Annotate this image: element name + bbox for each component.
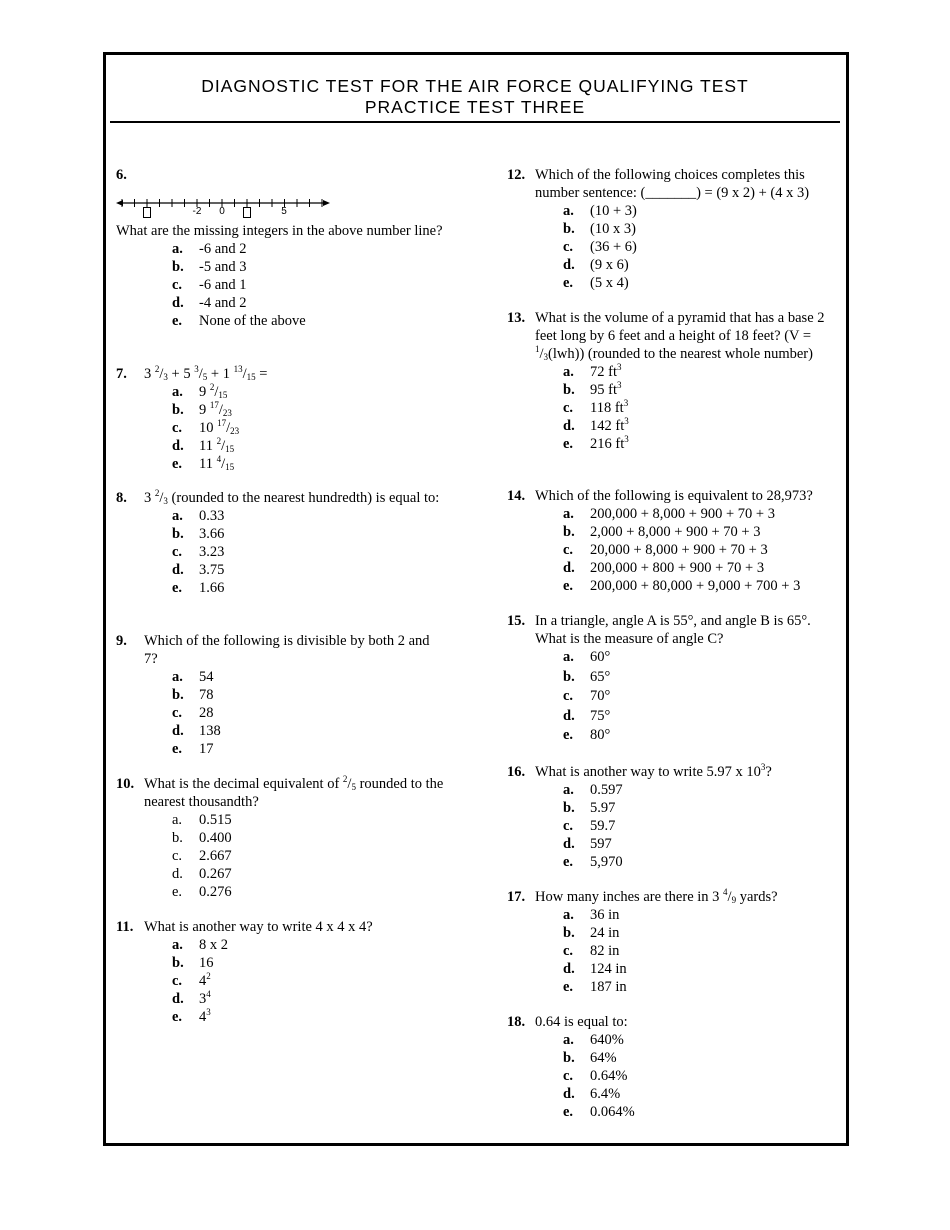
question-11 bbox=[116, 918, 446, 1026]
option-d[interactable]: d. 3.75 bbox=[172, 562, 225, 578]
question-8 bbox=[116, 489, 456, 597]
question-number: 6. bbox=[116, 167, 127, 183]
question-text: 8. 3 $^2/_3$ (rounded to the nearest hundredth) is equal to: bbox=[116, 488, 440, 506]
option-c[interactable]: c. 70° bbox=[563, 688, 611, 704]
option-c[interactable]: c. 59.7 bbox=[563, 818, 616, 834]
option-a[interactable]: a. 60° bbox=[563, 649, 611, 665]
option-c[interactable]: c. 3.23 bbox=[172, 544, 225, 560]
options-list bbox=[563, 648, 841, 746]
option-c[interactable]: c. (36 + 6) bbox=[563, 239, 637, 255]
number-line-label: -2 bbox=[192, 206, 202, 217]
option-a[interactable]: a. 8 x 2 bbox=[172, 937, 228, 953]
option-d[interactable]: d. 11 $^2/_{15}$ bbox=[172, 436, 235, 454]
question-10 bbox=[116, 775, 456, 901]
option-d[interactable]: d. -4 and 2 bbox=[172, 295, 247, 311]
option-e[interactable]: e. 0.064% bbox=[563, 1104, 635, 1120]
option-d[interactable]: d. 142 $ft^3$ bbox=[563, 416, 629, 434]
question-6-body bbox=[116, 222, 446, 330]
option-e[interactable]: e. 17 bbox=[172, 741, 214, 757]
option-a[interactable]: a. 0.597 bbox=[563, 782, 623, 798]
question-text: 16. What is another way to write 5.97 x $10^3$? bbox=[507, 762, 772, 780]
option-e[interactable]: e. (5 x 4) bbox=[563, 275, 629, 291]
option-e[interactable]: e. 187 in bbox=[563, 979, 627, 995]
option-d[interactable]: d. 0.267 bbox=[172, 866, 232, 882]
question-9 bbox=[116, 632, 446, 758]
option-e[interactable]: e. 216 $ft^3$ bbox=[563, 434, 629, 452]
option-c[interactable]: c. 28 bbox=[172, 705, 214, 721]
option-e[interactable]: e. 11 $^4/_{15}$ bbox=[172, 454, 235, 472]
question-18 bbox=[507, 1013, 841, 1121]
option-e[interactable]: e. 80° bbox=[563, 727, 611, 743]
question-text: 11. What is another way to write 4 x 4 x 4? bbox=[116, 919, 373, 935]
option-a[interactable]: a. -6 and 2 bbox=[172, 241, 247, 257]
question-7 bbox=[116, 365, 446, 473]
number-line-figure bbox=[116, 194, 331, 220]
options-list bbox=[563, 1031, 841, 1121]
options-list bbox=[563, 906, 841, 996]
option-d[interactable]: d. 75° bbox=[563, 707, 611, 724]
options-list bbox=[563, 505, 841, 595]
options-list bbox=[172, 240, 446, 330]
option-b[interactable]: b. 3.66 bbox=[172, 526, 225, 542]
missing-integer-box bbox=[143, 207, 151, 218]
options-list bbox=[172, 936, 446, 1026]
option-a[interactable]: a. (10 + 3) bbox=[563, 203, 637, 219]
option-b[interactable]: b. 9 $^{17}/_{23}$ bbox=[172, 400, 232, 418]
option-b[interactable]: b. 5.97 bbox=[563, 800, 616, 816]
option-b[interactable]: b. -5 and 3 bbox=[172, 259, 247, 275]
option-b[interactable]: b. (10 x 3) bbox=[563, 221, 636, 237]
options-list bbox=[172, 507, 456, 597]
missing-integer-box bbox=[243, 207, 251, 218]
option-b[interactable]: b. 2,000 + 8,000 + 900 + 70 + 3 bbox=[563, 524, 761, 540]
question-text: 9. Which of the following is divisible by both 2 and 7? bbox=[116, 633, 430, 667]
option-e[interactable]: e. 5,970 bbox=[563, 854, 623, 870]
question-text: 10. What is the decimal equivalent of $^2/_5$ rounded to the nearest thousandth? bbox=[116, 774, 444, 810]
options-list bbox=[563, 363, 841, 453]
option-d[interactable]: d. 124 in bbox=[563, 961, 627, 977]
header-title: DIAGNOSTIC TEST FOR THE AIR FORCE QUALIFYING TEST bbox=[201, 76, 749, 96]
option-b[interactable]: b. 24 in bbox=[563, 925, 620, 941]
option-a[interactable]: a. 54 bbox=[172, 669, 214, 685]
option-e[interactable]: e. 200,000 + 80,000 + 9,000 + 700 + 3 bbox=[563, 578, 801, 594]
option-c[interactable]: c. 82 in bbox=[563, 943, 620, 959]
question-15 bbox=[507, 612, 841, 746]
option-a[interactable]: a. 200,000 + 8,000 + 900 + 70 + 3 bbox=[563, 506, 775, 522]
option-d[interactable]: d. 200,000 + 800 + 900 + 70 + 3 bbox=[563, 560, 765, 576]
option-b[interactable]: b. 65° bbox=[563, 668, 611, 685]
number-line-label: 5 bbox=[281, 206, 287, 217]
option-d[interactable]: d. $3^4$ bbox=[172, 989, 211, 1007]
header-subtitle: PRACTICE TEST THREE bbox=[364, 97, 586, 117]
option-a[interactable]: a. 0.33 bbox=[172, 508, 225, 524]
option-c[interactable]: c. 0.64% bbox=[563, 1068, 628, 1084]
options-list bbox=[563, 781, 841, 871]
number-line-label: 0 bbox=[219, 206, 225, 217]
question-text: 7. 3 $^2/_3 + 5$ $^3/_5 + 1$ $^{13}/_{15}$ = bbox=[116, 364, 268, 382]
option-b[interactable]: b. 0.400 bbox=[172, 830, 232, 846]
question-text: 12. Which of the following choices completes this number sentence: (_______) = (9 x 2) + (4 x 3) bbox=[507, 167, 810, 201]
options-list bbox=[563, 202, 835, 292]
option-e[interactable]: e. 1.66 bbox=[172, 580, 225, 596]
option-a[interactable]: a. 9 $^2/_{15}$ bbox=[172, 382, 228, 400]
option-a[interactable]: a. 72 $ft^3$ bbox=[563, 362, 622, 380]
option-d[interactable]: d. 138 bbox=[172, 723, 221, 739]
option-e[interactable]: e. $4^3$ bbox=[172, 1007, 211, 1025]
option-a[interactable]: a. 36 in bbox=[563, 907, 620, 923]
question-text: 15. In a triangle, angle A is 55°, and angle B is 65°. What is the measure of angle C? bbox=[507, 613, 811, 647]
question-text: 14. Which of the following is equivalent to 28,973? bbox=[507, 488, 813, 504]
option-b[interactable]: b. 95 $ft^3$ bbox=[563, 380, 622, 398]
options-list bbox=[172, 668, 446, 758]
option-c[interactable]: c. 10 $^{17}/_{23}$ bbox=[172, 418, 240, 436]
option-a[interactable]: a. 640% bbox=[563, 1032, 624, 1048]
option-b[interactable]: b. 16 bbox=[172, 955, 214, 971]
option-a[interactable]: a. 0.515 bbox=[172, 812, 232, 828]
option-c[interactable]: c. 20,000 + 8,000 + 900 + 70 + 3 bbox=[563, 542, 768, 558]
question-13 bbox=[507, 309, 841, 453]
option-d[interactable]: d. (9 x 6) bbox=[563, 257, 629, 273]
question-text: 17. How many inches are there in 3 $^4/_9$ yards? bbox=[507, 887, 778, 905]
option-c[interactable]: c. $4^2$ bbox=[172, 971, 211, 989]
page-header bbox=[110, 76, 840, 118]
option-c[interactable]: c. -6 and 1 bbox=[172, 277, 247, 293]
options-list bbox=[172, 811, 456, 901]
option-c[interactable]: c. 2.667 bbox=[172, 848, 232, 864]
question-text: 18. 0.64 is equal to: bbox=[507, 1014, 628, 1030]
options-list bbox=[172, 383, 446, 473]
option-d[interactable]: d. 6.4% bbox=[563, 1086, 621, 1102]
question-16 bbox=[507, 763, 841, 871]
option-d[interactable]: d. 597 bbox=[563, 836, 612, 852]
option-b[interactable]: b. 78 bbox=[172, 687, 214, 703]
option-e[interactable]: e. None of the above bbox=[172, 313, 306, 329]
question-17 bbox=[507, 888, 841, 996]
question-12 bbox=[507, 166, 835, 292]
option-b[interactable]: b. 64% bbox=[563, 1050, 617, 1066]
option-c[interactable]: c. 118 $ft^3$ bbox=[563, 398, 629, 416]
option-e[interactable]: e. 0.276 bbox=[172, 884, 232, 900]
question-14 bbox=[507, 487, 841, 595]
question-text: 13. What is the volume of a pyramid that has a base 2 feet long by 6 feet and a height of 18 feet? $(V = ^1/_3(lwh))$ (rounded to the nearest whole number) bbox=[507, 310, 825, 362]
header-divider bbox=[110, 121, 840, 123]
question-text: What are the missing integers in the above number line? bbox=[116, 223, 443, 239]
